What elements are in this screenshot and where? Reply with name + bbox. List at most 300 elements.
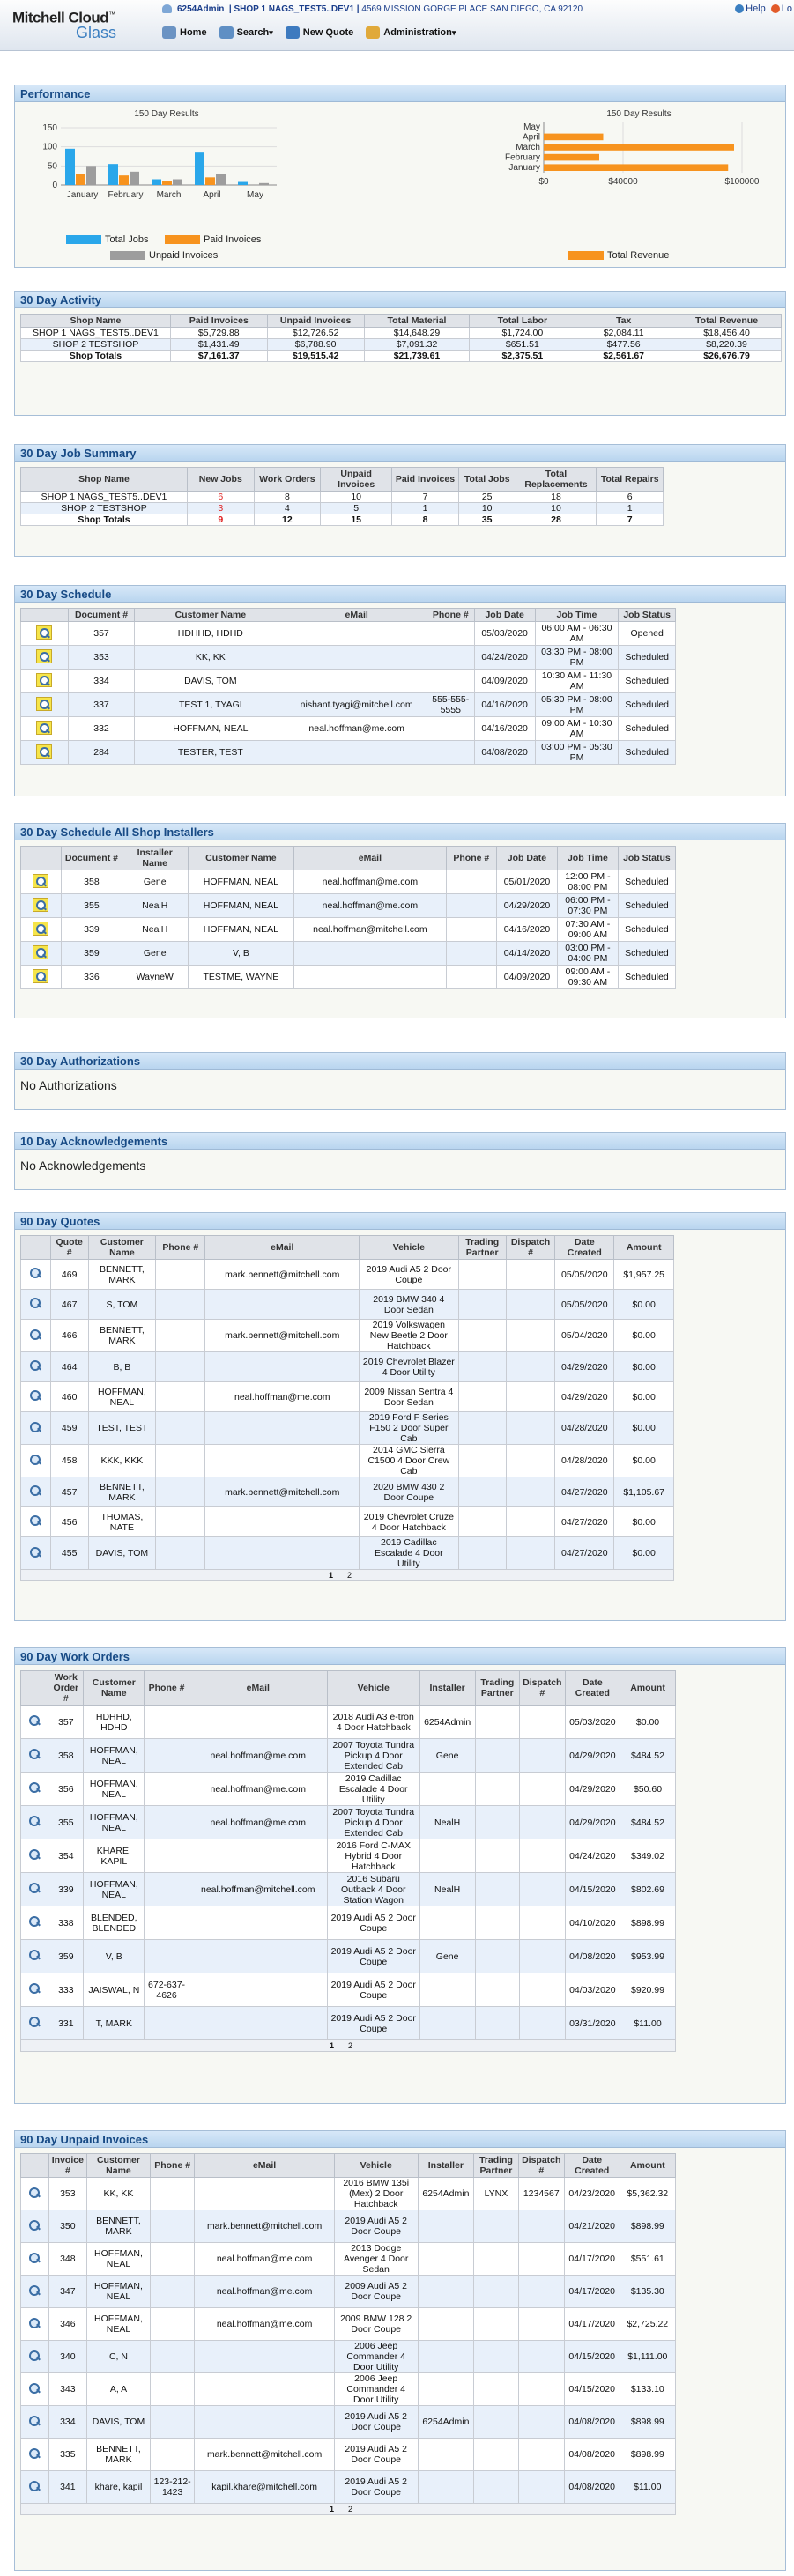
table-cell: $0.00 <box>620 1706 676 1739</box>
table-cell: 2009 BMW 128 2 Door Coupe <box>334 2308 418 2341</box>
schedule-view-icon[interactable] <box>33 969 48 983</box>
column-header[interactable]: Dispatch # <box>518 2154 564 2178</box>
pager <box>21 2040 676 2052</box>
column-header[interactable]: Document # <box>61 847 122 870</box>
table-cell: $2,725.22 <box>620 2308 675 2341</box>
schedule-header: 30 Day Schedule <box>15 586 785 603</box>
column-header[interactable]: Dispatch # <box>519 1671 565 1706</box>
table-cell: 346 <box>48 2308 86 2341</box>
table-cell: 06:00 PM - 07:30 PM <box>557 894 618 918</box>
table-cell <box>475 1873 519 1906</box>
column-header[interactable]: Invoice # <box>48 2154 86 2178</box>
column-header[interactable]: Total Revenue <box>672 315 782 328</box>
column-header[interactable]: Total Material <box>364 315 470 328</box>
table-cell: 332 <box>68 717 134 741</box>
help-link[interactable]: Help <box>746 4 766 14</box>
column-header[interactable] <box>21 2154 49 2178</box>
column-header[interactable]: Phone # <box>156 1236 205 1260</box>
table-cell: 459 <box>50 1412 88 1445</box>
table-cell: 04/16/2020 <box>474 693 535 717</box>
work-orders-panel <box>14 1647 786 2104</box>
table-cell: V, B <box>188 942 294 966</box>
column-header[interactable]: Total Labor <box>470 315 575 328</box>
view-record-icon[interactable] <box>28 1514 42 1527</box>
table-row <box>21 741 676 765</box>
row-action-cell[interactable] <box>21 1445 51 1477</box>
column-header[interactable] <box>21 609 69 622</box>
table-cell <box>145 1839 189 1873</box>
column-header[interactable] <box>21 1671 48 1706</box>
table-row <box>21 1773 676 1806</box>
column-header[interactable]: Customer Name <box>84 1671 145 1706</box>
row-action-cell[interactable] <box>21 741 69 765</box>
table-cell: 333 <box>48 1973 84 2007</box>
view-record-icon[interactable] <box>27 2382 41 2395</box>
schedule-view-icon[interactable] <box>33 945 48 959</box>
table-cell: $484.52 <box>620 1739 676 1773</box>
row-action-cell[interactable] <box>21 1706 48 1739</box>
table-cell: SHOP 2 TESTSHOP <box>21 503 188 514</box>
column-header[interactable]: eMail <box>189 1671 327 1706</box>
view-record-icon[interactable] <box>27 2350 41 2362</box>
column-header[interactable]: eMail <box>205 1236 360 1260</box>
row-action-cell[interactable] <box>21 1320 51 1352</box>
column-header[interactable]: Paid Invoices <box>170 315 267 328</box>
column-header[interactable]: Date Created <box>564 2154 620 2178</box>
view-record-icon[interactable] <box>27 1848 41 1861</box>
table-cell <box>294 966 446 989</box>
row-action-cell[interactable] <box>21 1412 51 1445</box>
table-cell: HOFFMAN, NEAL <box>87 2243 151 2276</box>
row-action-cell[interactable] <box>21 1507 51 1537</box>
pager <box>21 2504 676 2515</box>
column-header[interactable]: Total Replacements <box>516 468 597 492</box>
total-cell: 12 <box>254 514 321 526</box>
column-header[interactable] <box>21 1236 51 1260</box>
view-record-icon[interactable] <box>27 2252 41 2264</box>
column-header[interactable]: New Jobs <box>188 468 255 492</box>
row-action-cell[interactable] <box>21 1806 48 1839</box>
legend-label-total-revenue: Total Revenue <box>607 250 670 261</box>
view-record-icon[interactable] <box>27 1982 41 1995</box>
table-cell <box>150 2406 195 2439</box>
table-cell <box>475 1940 519 1973</box>
table-cell: 2019 Audi A5 2 Door Coupe <box>327 1973 419 2007</box>
column-header[interactable]: Phone # <box>150 2154 195 2178</box>
table-cell: C, N <box>87 2341 151 2373</box>
y-tick-label: May <box>523 122 540 132</box>
view-record-icon[interactable] <box>28 1421 42 1433</box>
table-cell: Scheduled <box>619 646 676 670</box>
user-name[interactable]: 6254Admin <box>177 4 225 14</box>
table-cell: 6254Admin <box>418 2406 473 2439</box>
schedule-view-icon[interactable] <box>33 898 48 912</box>
column-header[interactable]: Shop Name <box>21 468 188 492</box>
work-orders-header: 90 Day Work Orders <box>15 1648 785 1665</box>
table-cell: NealH <box>122 918 188 942</box>
view-record-icon[interactable] <box>28 1359 42 1372</box>
column-header[interactable]: Dispatch # <box>506 1236 555 1260</box>
view-record-icon[interactable] <box>27 2415 41 2427</box>
row-action-cell[interactable] <box>21 2406 49 2439</box>
schedule-view-icon[interactable] <box>36 697 52 711</box>
table-cell <box>506 1320 555 1352</box>
row-action-cell[interactable] <box>21 1477 51 1507</box>
administration-icon <box>366 26 380 39</box>
bar-unpaid-invoices <box>259 183 269 185</box>
table-cell <box>427 622 474 646</box>
page-link[interactable]: 2 <box>347 1571 352 1580</box>
row-action-cell[interactable] <box>21 2471 49 2504</box>
row-action-cell[interactable] <box>21 2178 49 2210</box>
column-header[interactable]: Phone # <box>446 847 496 870</box>
column-header[interactable]: Job Status <box>618 847 675 870</box>
pager-row <box>21 2504 676 2515</box>
table-cell <box>156 1260 205 1290</box>
page-link[interactable]: 1 <box>329 2505 334 2513</box>
table-cell <box>286 670 427 693</box>
column-header[interactable]: Unpaid Invoices <box>321 468 392 492</box>
column-header[interactable]: Job Status <box>619 609 676 622</box>
column-header[interactable]: Quote # <box>50 1236 88 1260</box>
row-action-cell[interactable] <box>21 670 69 693</box>
schedule-view-icon[interactable] <box>36 673 52 687</box>
column-header[interactable]: Installer <box>419 1671 475 1706</box>
table-cell <box>518 2373 564 2406</box>
row-action-cell[interactable] <box>21 1906 48 1940</box>
authorizations-message: No Authorizations <box>20 1078 117 1092</box>
row-action-cell[interactable] <box>21 2439 49 2471</box>
column-header[interactable]: Amount <box>620 1671 676 1706</box>
table-row <box>21 2471 676 2504</box>
row-action-cell[interactable] <box>21 942 62 966</box>
row-action-cell[interactable] <box>21 2210 49 2243</box>
bar-paid-invoices <box>76 174 85 185</box>
column-header[interactable]: Installer Name <box>122 847 188 870</box>
table-cell <box>446 870 496 894</box>
table-cell <box>156 1445 205 1477</box>
page-link[interactable]: 1 <box>328 1571 333 1580</box>
logout-link[interactable]: Lo <box>781 4 792 14</box>
column-header[interactable]: Job Time <box>557 847 618 870</box>
column-header[interactable]: Date Created <box>555 1236 614 1260</box>
column-header[interactable]: Total Repairs <box>597 468 664 492</box>
row-action-cell[interactable] <box>21 2007 48 2040</box>
mitchell-cloud-logo[interactable] <box>12 7 116 41</box>
table-cell <box>518 2439 564 2471</box>
view-record-icon[interactable] <box>28 1389 42 1402</box>
table-cell: A, A <box>87 2373 151 2406</box>
page-link[interactable]: 2 <box>348 2505 353 2513</box>
row-action-cell[interactable] <box>21 2341 49 2373</box>
shop-name[interactable]: | SHOP 1 NAGS_TEST5..DEV1 | <box>228 4 360 14</box>
chart-title: 150 Day Results <box>606 109 672 119</box>
legend-label-unpaid-invoices: Unpaid Invoices <box>149 250 219 261</box>
main-nav <box>162 26 468 39</box>
table-row <box>21 503 664 514</box>
view-record-icon[interactable] <box>28 1454 42 1466</box>
column-header[interactable]: Vehicle <box>334 2154 418 2178</box>
column-header[interactable]: Trading Partner <box>475 1671 519 1706</box>
table-cell: Scheduled <box>619 670 676 693</box>
row-action-cell[interactable] <box>21 1382 51 1412</box>
view-record-icon[interactable] <box>28 1546 42 1558</box>
column-header[interactable]: eMail <box>286 609 427 622</box>
schedule-view-icon[interactable] <box>36 744 52 759</box>
table-cell: HOFFMAN, NEAL <box>88 1382 156 1412</box>
table-cell <box>150 2243 195 2276</box>
table-cell <box>418 2308 473 2341</box>
table-cell: 2019 Audi A5 2 Door Coupe <box>334 2406 418 2439</box>
search-icon <box>219 26 234 39</box>
table-cell: 6254Admin <box>419 1706 475 1739</box>
table-cell: $133.10 <box>620 2373 675 2406</box>
row-action-cell[interactable] <box>21 622 69 646</box>
column-header[interactable]: Total Jobs <box>458 468 516 492</box>
table-cell: $0.00 <box>614 1382 674 1412</box>
row-action-cell[interactable] <box>21 2276 49 2308</box>
column-header[interactable]: Work Orders <box>254 468 321 492</box>
view-record-icon[interactable] <box>27 1915 41 1928</box>
view-record-icon[interactable] <box>27 2016 41 2028</box>
table-cell <box>418 2439 473 2471</box>
column-header[interactable]: Phone # <box>427 609 474 622</box>
view-record-icon[interactable] <box>27 1748 41 1760</box>
column-header[interactable]: Trading Partner <box>474 2154 519 2178</box>
row-action-cell[interactable] <box>21 966 62 989</box>
table-cell: 04/29/2020 <box>555 1382 614 1412</box>
table-cell: DAVIS, TOM <box>135 670 286 693</box>
view-record-icon[interactable] <box>27 1781 41 1794</box>
page-link[interactable]: 2 <box>348 2041 353 2050</box>
column-header[interactable]: Phone # <box>145 1671 189 1706</box>
table-cell: 347 <box>48 2276 86 2308</box>
nav-home[interactable] <box>162 26 207 39</box>
column-header[interactable]: Job Time <box>535 609 619 622</box>
view-record-icon[interactable] <box>28 1329 42 1341</box>
table-row <box>21 894 676 918</box>
column-header[interactable]: Tax <box>575 315 672 328</box>
row-action-cell[interactable] <box>21 717 69 741</box>
page-link[interactable]: 1 <box>329 2041 334 2050</box>
schedule-view-icon[interactable] <box>36 625 52 640</box>
view-record-icon[interactable] <box>27 1815 41 1827</box>
table-cell <box>145 2007 189 2040</box>
x-tick-label: May <box>247 190 263 200</box>
table-cell: 2006 Jeep Commander 4 Door Utility <box>334 2373 418 2406</box>
column-header[interactable]: eMail <box>195 2154 334 2178</box>
view-record-icon[interactable] <box>27 2480 41 2492</box>
table-cell <box>475 1906 519 1940</box>
logo-subtext: Glass <box>76 23 117 41</box>
table-cell: 04/15/2020 <box>564 2341 620 2373</box>
table-cell <box>518 2471 564 2504</box>
table-cell: Gene <box>419 1739 475 1773</box>
view-record-icon[interactable] <box>27 2187 41 2199</box>
table-cell: $898.99 <box>620 2210 675 2243</box>
nav-administration[interactable] <box>366 26 456 39</box>
table-cell: neal.hoffman@me.com <box>205 1382 360 1412</box>
table-row <box>21 1507 674 1537</box>
table-cell: 7 <box>392 492 459 503</box>
table-cell: 2019 Audi A5 2 Door Coupe <box>334 2439 418 2471</box>
view-record-icon[interactable] <box>27 2284 41 2297</box>
table-cell: mark.bennett@mitchell.com <box>205 1477 360 1507</box>
table-cell: 355 <box>61 894 122 918</box>
view-record-icon[interactable] <box>28 1297 42 1309</box>
column-header[interactable]: Vehicle <box>360 1236 459 1260</box>
column-header[interactable]: Installer <box>418 2154 473 2178</box>
view-record-icon[interactable] <box>27 1949 41 1961</box>
bar-paid-invoices <box>162 181 172 185</box>
row-action-cell[interactable] <box>21 918 62 942</box>
nav-search[interactable] <box>219 26 273 39</box>
table-cell: 04/15/2020 <box>564 2373 620 2406</box>
table-cell: 355 <box>48 1806 84 1839</box>
column-header[interactable]: Trading Partner <box>458 1236 506 1260</box>
table-cell: 2020 BMW 430 2 Door Coupe <box>360 1477 459 1507</box>
row-action-cell[interactable] <box>21 693 69 717</box>
table-row <box>21 2406 676 2439</box>
totals-row <box>21 351 782 362</box>
column-header[interactable]: Amount <box>614 1236 674 1260</box>
column-header[interactable]: Vehicle <box>327 1671 419 1706</box>
row-action-cell[interactable] <box>21 1973 48 2007</box>
table-cell: neal.hoffman@me.com <box>189 1739 327 1773</box>
column-header[interactable]: Work Order # <box>48 1671 84 1706</box>
column-header[interactable]: Shop Name <box>21 315 171 328</box>
table-cell: neal.hoffman@mitchell.com <box>189 1873 327 1906</box>
acknowledgements-message: No Acknowledgements <box>20 1158 146 1173</box>
column-header[interactable] <box>21 847 62 870</box>
chart-title: 150 Day Results <box>134 109 199 119</box>
row-action-cell[interactable] <box>21 1940 48 1973</box>
table-cell: 1 <box>597 503 664 514</box>
table-cell <box>150 2308 195 2341</box>
row-action-cell[interactable] <box>21 2308 49 2341</box>
table-cell: WayneW <box>122 966 188 989</box>
column-header[interactable]: Date Created <box>565 1671 620 1706</box>
view-record-icon[interactable] <box>27 2317 41 2329</box>
view-record-icon[interactable] <box>27 1714 41 1727</box>
row-action-cell[interactable] <box>21 1537 51 1570</box>
table-cell: NealH <box>419 1806 475 1839</box>
schedule-view-icon[interactable] <box>36 649 52 663</box>
row-action-cell[interactable] <box>21 2243 49 2276</box>
table-cell <box>474 2243 519 2276</box>
table-cell: HOFFMAN, NEAL <box>188 870 294 894</box>
column-header[interactable]: Job Date <box>497 847 558 870</box>
home-icon <box>162 26 176 39</box>
column-header[interactable]: Customer Name <box>88 1236 156 1260</box>
job-summary-table <box>20 467 664 526</box>
table-header-row <box>21 2154 676 2178</box>
table-row <box>21 328 782 339</box>
table-cell <box>474 2308 519 2341</box>
table-cell: 354 <box>48 1839 84 1873</box>
view-record-icon[interactable] <box>27 1882 41 1894</box>
row-action-cell[interactable] <box>21 1873 48 1906</box>
schedule-all-table <box>20 846 676 989</box>
table-cell: 353 <box>68 646 134 670</box>
view-record-icon[interactable] <box>28 1267 42 1279</box>
table-cell: BENNETT, MARK <box>88 1477 156 1507</box>
table-cell: 10 <box>458 503 516 514</box>
column-header[interactable]: Customer Name <box>188 847 294 870</box>
view-record-icon[interactable] <box>27 2447 41 2460</box>
row-action-cell[interactable] <box>21 1839 48 1873</box>
column-header[interactable]: Customer Name <box>135 609 286 622</box>
table-cell: $135.30 <box>620 2276 675 2308</box>
schedule-view-icon[interactable] <box>33 874 48 888</box>
table-cell <box>195 2178 334 2210</box>
column-header[interactable]: Paid Invoices <box>392 468 459 492</box>
table-cell: HDHHD, HDHD <box>135 622 286 646</box>
table-cell: 04/24/2020 <box>474 646 535 670</box>
table-cell: 09:00 AM - 09:30 AM <box>557 966 618 989</box>
legend-total-revenue <box>568 250 669 261</box>
column-header[interactable]: Unpaid Invoices <box>267 315 364 328</box>
table-row <box>21 918 676 942</box>
row-action-cell[interactable] <box>21 2373 49 2406</box>
legend-unpaid-invoices <box>110 250 218 261</box>
table-cell: 05/03/2020 <box>565 1706 620 1739</box>
table-cell: Gene <box>122 942 188 966</box>
nav-label: Home <box>180 26 207 38</box>
table-cell: $349.02 <box>620 1839 676 1873</box>
table-cell: 04/17/2020 <box>564 2276 620 2308</box>
table-cell: mark.bennett@mitchell.com <box>195 2210 334 2243</box>
table-cell: TESTME, WAYNE <box>188 966 294 989</box>
table-cell: T, MARK <box>84 2007 145 2040</box>
table-cell <box>474 2210 519 2243</box>
table-cell: Scheduled <box>618 918 675 942</box>
column-header[interactable]: Document # <box>68 609 134 622</box>
table-cell: $0.00 <box>614 1412 674 1445</box>
row-action-cell[interactable] <box>21 1260 51 1290</box>
schedule-view-icon[interactable] <box>33 922 48 936</box>
table-cell: 2019 Audi A5 2 Door Coupe <box>327 2007 419 2040</box>
row-action-cell[interactable] <box>21 870 62 894</box>
view-record-icon[interactable] <box>27 2219 41 2232</box>
table-cell: $0.00 <box>614 1290 674 1320</box>
unpaid-invoices-table <box>20 2153 676 2515</box>
row-action-cell[interactable] <box>21 894 62 918</box>
column-header[interactable]: Job Date <box>474 609 535 622</box>
table-header-row <box>21 1671 676 1706</box>
row-action-cell[interactable] <box>21 646 69 670</box>
table-cell <box>418 2210 473 2243</box>
row-action-cell[interactable] <box>21 1773 48 1806</box>
row-action-cell[interactable] <box>21 1739 48 1773</box>
column-header[interactable]: Amount <box>620 2154 675 2178</box>
row-action-cell[interactable] <box>21 1352 51 1382</box>
nav-new-quote[interactable] <box>286 26 353 39</box>
table-cell: HOFFMAN, NEAL <box>87 2276 151 2308</box>
column-header[interactable]: Customer Name <box>87 2154 151 2178</box>
legend-swatch-total-jobs <box>66 235 101 244</box>
table-row <box>21 1906 676 1940</box>
table-cell <box>145 1706 189 1739</box>
table-row <box>21 1973 676 2007</box>
column-header[interactable]: eMail <box>294 847 446 870</box>
view-record-icon[interactable] <box>28 1484 42 1497</box>
table-cell: 04/03/2020 <box>565 1973 620 2007</box>
schedule-view-icon[interactable] <box>36 721 52 735</box>
table-cell <box>458 1412 506 1445</box>
nav-label: Search <box>236 26 270 38</box>
row-action-cell[interactable] <box>21 1290 51 1320</box>
